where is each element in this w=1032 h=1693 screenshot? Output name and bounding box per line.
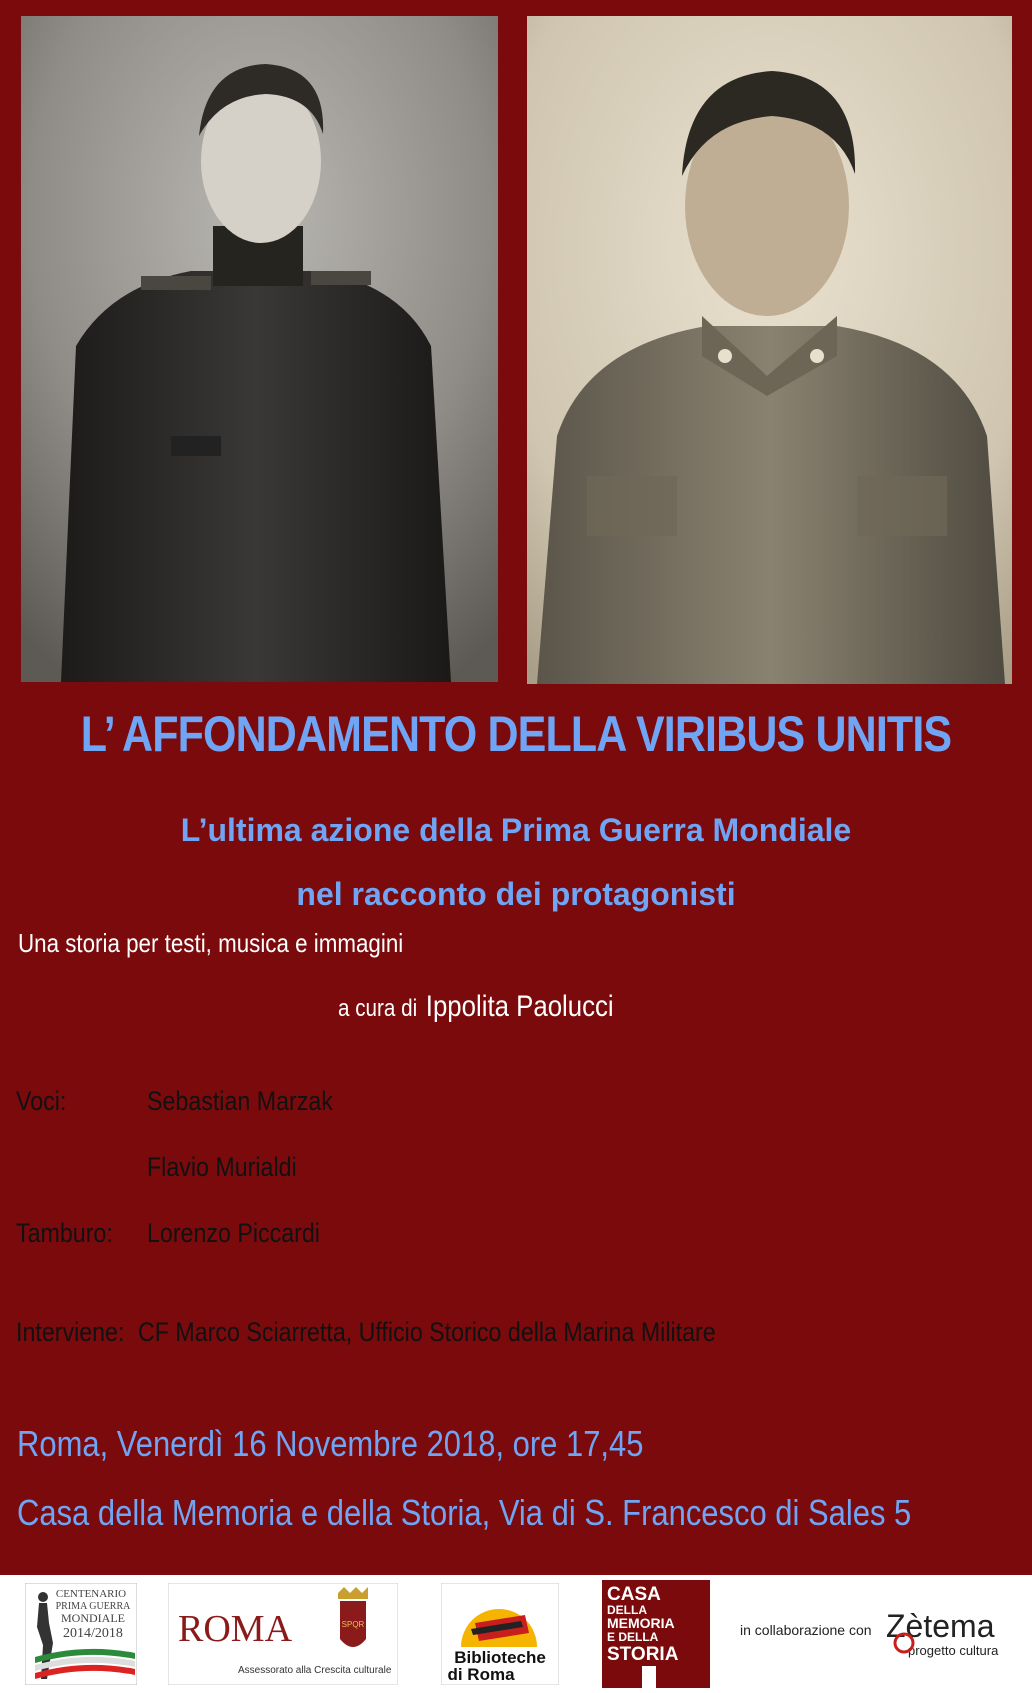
roma-caption: Assessorato alla Crescita culturale bbox=[238, 1665, 392, 1676]
voice-name-2: Flavio Murialdi bbox=[147, 1152, 297, 1182]
footer-logos bbox=[0, 1575, 1032, 1693]
roma-logo bbox=[168, 1583, 398, 1685]
casa-line5: STORIA bbox=[607, 1644, 679, 1665]
casa-line3: MEMORIA bbox=[607, 1615, 675, 1631]
photo-left-officer bbox=[21, 16, 498, 682]
tagline: Una storia per testi, musica e immagini bbox=[18, 928, 404, 958]
speaker-label: Interviene: bbox=[16, 1317, 125, 1347]
subtitle-line-1: L’ultima azione della Prima Guerra Mondiale bbox=[180, 812, 852, 848]
biblioteche-line1: Biblioteche bbox=[454, 1648, 546, 1667]
subtitle-line-2: nel racconto dei protagonisti bbox=[296, 876, 736, 912]
casa-memoria-logo bbox=[602, 1580, 710, 1688]
zetema-caption: progetto cultura bbox=[908, 1643, 999, 1658]
collaboration-text: in collaborazione con bbox=[740, 1622, 872, 1638]
roma-name: ROMA bbox=[178, 1608, 293, 1650]
centenario-line3: MONDIALE bbox=[61, 1611, 125, 1625]
biblioteche-line2: di Roma bbox=[447, 1665, 515, 1684]
centenario-line2: PRIMA GUERRA bbox=[55, 1601, 131, 1612]
casa-line2: DELLA bbox=[607, 1603, 647, 1617]
centenario-years: 2014/2018 bbox=[63, 1626, 123, 1641]
biblioteche-logo bbox=[441, 1583, 559, 1685]
event-title: L’ AFFONDAMENTO DELLA VIRIBUS UNITIS bbox=[80, 706, 952, 762]
drum-label: Tamburo: bbox=[16, 1218, 113, 1248]
roma-crest-icon: SPQR bbox=[341, 1620, 365, 1629]
curator-name: Ippolita Paolucci bbox=[425, 990, 614, 1023]
zetema-logo bbox=[880, 1583, 1012, 1685]
casa-line4: E DELLA bbox=[607, 1630, 659, 1644]
voices-label: Voci: bbox=[16, 1086, 67, 1116]
photo-right-officer bbox=[527, 16, 1012, 684]
event-date: Roma, Venerdì 16 Novembre 2018, ore 17,45 bbox=[17, 1423, 644, 1464]
voice-name-1: Sebastian Marzak bbox=[147, 1086, 333, 1116]
curator bbox=[338, 990, 614, 1024]
event-place: Casa della Memoria e della Storia, Via di S. Francesco di Sales 5 bbox=[17, 1492, 912, 1533]
centenario-line1: CENTENARIO bbox=[55, 1588, 127, 1600]
centenario-logo bbox=[25, 1583, 137, 1685]
casa-line1: CASA bbox=[607, 1584, 661, 1605]
curator-label: a cura di bbox=[338, 995, 418, 1022]
drum-name: Lorenzo Piccardi bbox=[147, 1218, 320, 1248]
speaker-name: CF Marco Sciarretta, Ufficio Storico della Marina Militare bbox=[138, 1317, 716, 1347]
zetema-name: Zètema bbox=[886, 1608, 995, 1644]
